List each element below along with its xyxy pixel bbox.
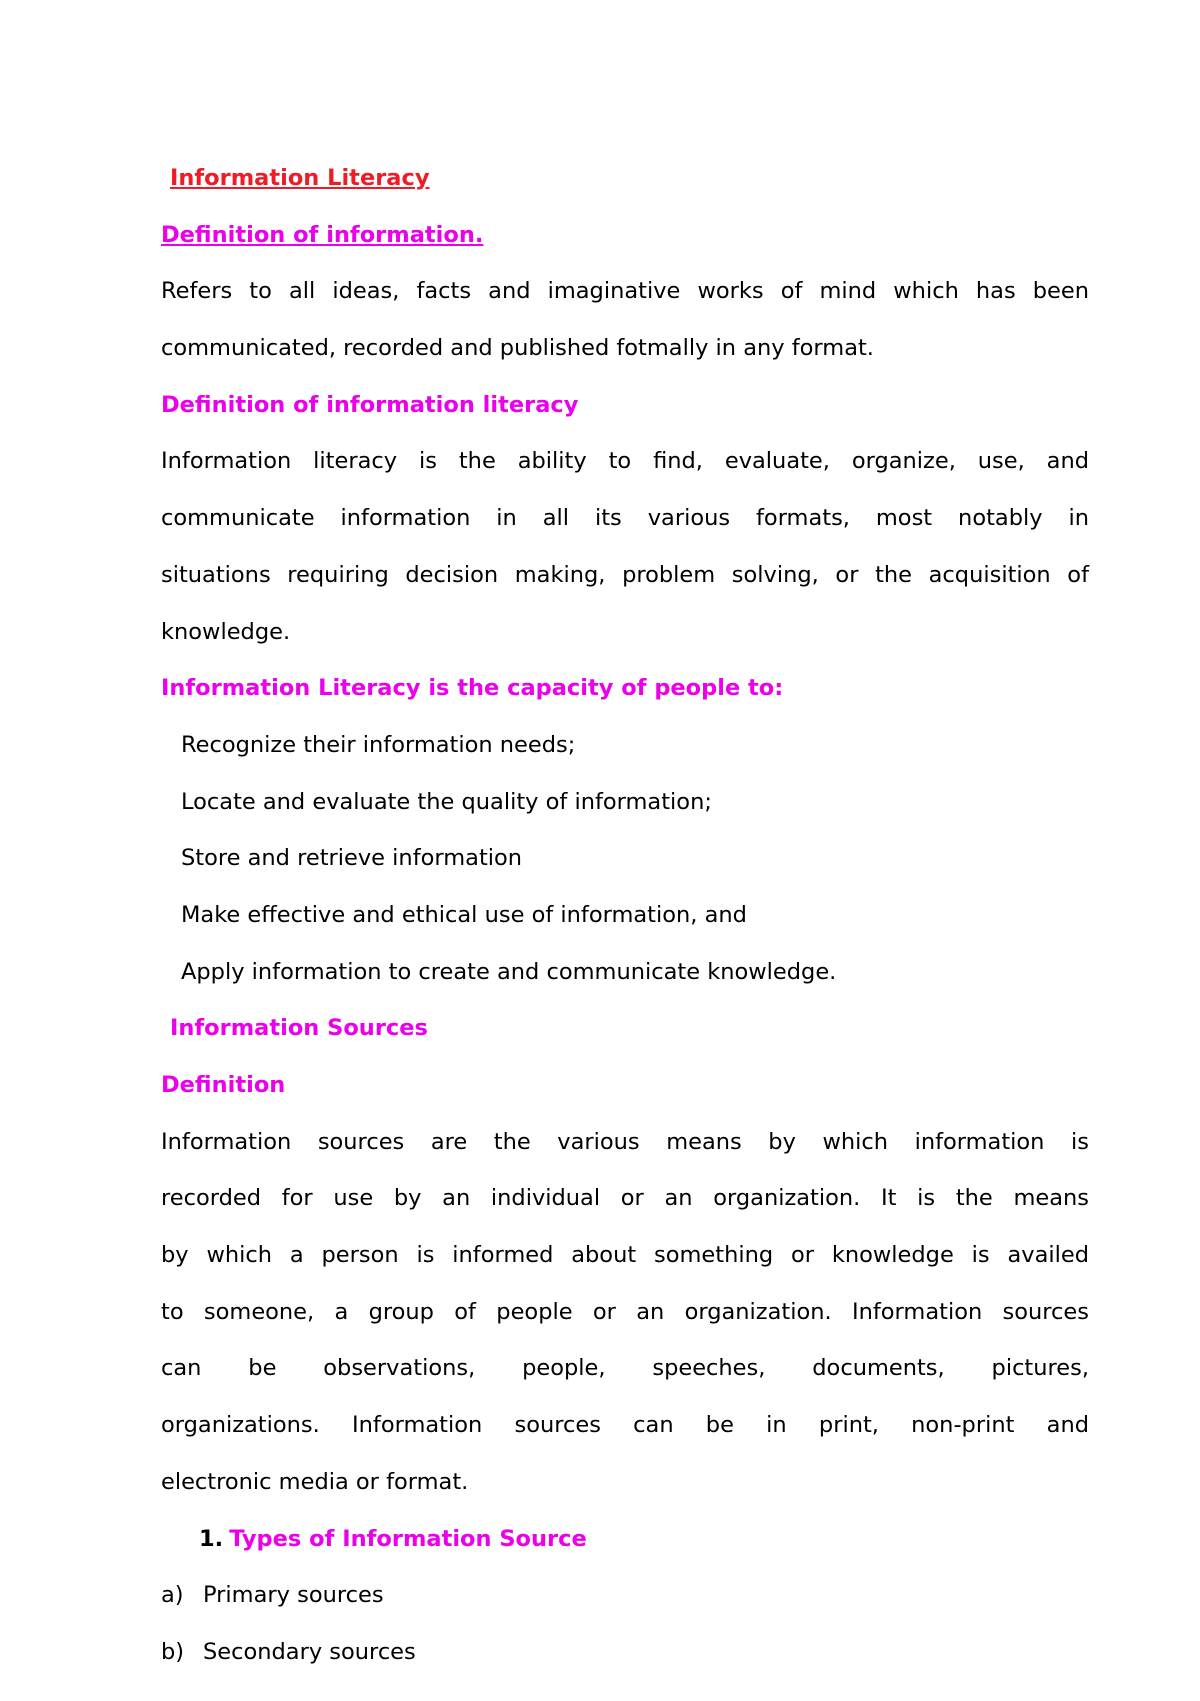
list-label: b) [161, 1638, 185, 1665]
heading-text: Definition of information. [161, 221, 484, 248]
list-number: 1. [199, 1525, 224, 1552]
information-sources-heading: Information Sources [170, 1015, 428, 1042]
document-body [161, 150, 1089, 1681]
paragraph-line: knowledge. [161, 618, 291, 645]
paragraph-line: by which a person is informed about something or knowledge is availed [161, 1242, 1089, 1269]
paragraph-line: communicate information in all its various formats, most notably in [161, 505, 1089, 532]
definition-of-information-literacy-heading: Definition of information literacy [161, 391, 579, 418]
paragraph-line: Refers to all ideas, facts and imaginative works of mind which has been [161, 278, 1089, 305]
paragraph-line: electronic media or format. [161, 1468, 469, 1495]
list-item [161, 1567, 1089, 1624]
list-item: Make effective and ethical use of information, and [181, 901, 747, 928]
paragraph-line: communicated, recorded and published fotmally in any format. [161, 335, 874, 362]
paragraph-line: Information literacy is the ability to find, evaluate, organize, use, and [161, 448, 1089, 475]
capacity-heading: Information Literacy is the capacity of people to: [161, 675, 784, 702]
paragraph-line: Information sources are the various means by which information is [161, 1128, 1089, 1155]
list-item: Locate and evaluate the quality of information; [181, 788, 712, 815]
list-item: Recognize their information needs; [181, 731, 576, 758]
paragraph-line: can be observations, people, speeches, documents, pictures, [161, 1355, 1089, 1382]
paragraph-line: situations requiring decision making, problem solving, or the acquisition of [161, 561, 1089, 588]
definition-heading: Definition [161, 1072, 286, 1098]
paragraph-line: to someone, a group of people or an organization. Information sources [161, 1298, 1089, 1325]
definition-of-information-heading [161, 207, 1089, 264]
paragraph-line: organizations. Information sources can be in print, non-print and [161, 1412, 1089, 1439]
page-title [161, 150, 1089, 207]
types-of-information-source-heading [161, 1511, 1089, 1568]
list-item-text: Secondary sources [203, 1638, 416, 1665]
paragraph-line: recorded for use by an individual or an organization. It is the means [161, 1185, 1089, 1212]
list-item: Apply information to create and communicate knowledge. [181, 958, 837, 985]
list-item-text: Primary sources [203, 1582, 384, 1609]
heading-text: Types of Information Source [229, 1525, 587, 1552]
page-title-text: Information Literacy [170, 165, 430, 191]
list-label: a) [161, 1582, 184, 1609]
list-item: Store and retrieve information [181, 845, 523, 872]
list-item [161, 1624, 1089, 1681]
